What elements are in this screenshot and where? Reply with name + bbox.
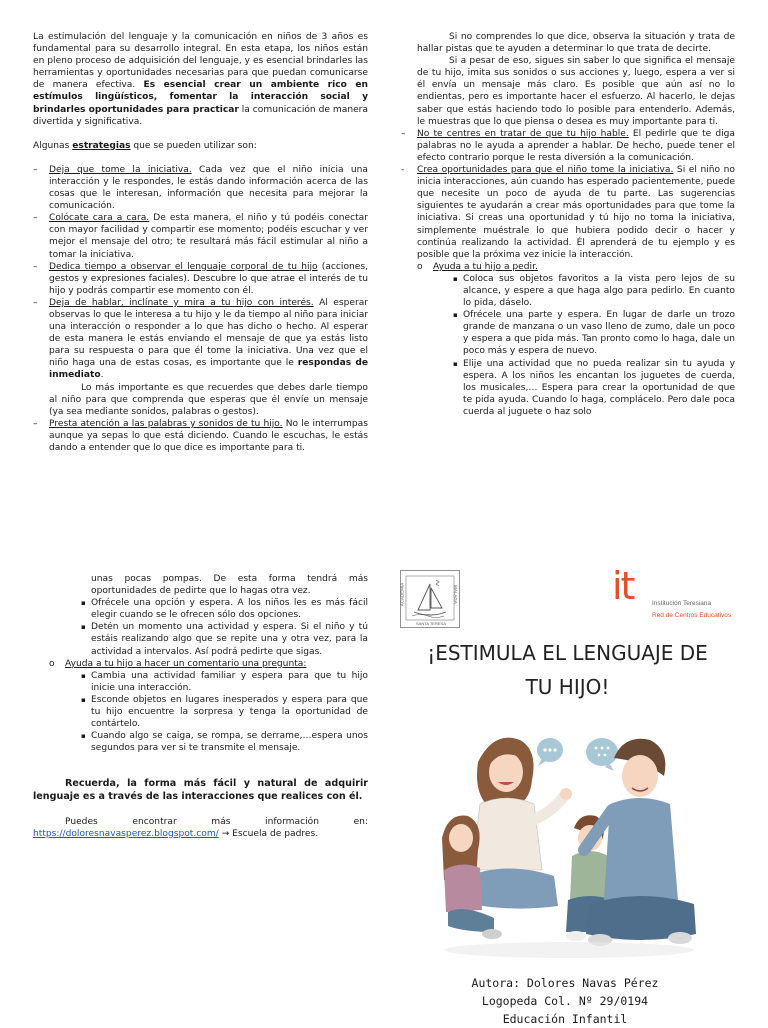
author-block [420, 974, 710, 1028]
sub-strategy-list [33, 670, 368, 755]
education-level: Educación Infantil [502, 1012, 628, 1026]
network-name: Red de Centros Educativos [652, 612, 732, 619]
list-item: ▪ Ofrécele una opción y espera. A los niños les es más fácil elegir cuando se le ofrecen sólo dos opciones. [81, 598, 368, 621]
list-item: ▪ Coloca sus objetos favoritos a la vista pero lejos de su alcance, y espere a que haga algo para pedirlo. En cuanto lo pida, dáselo. [453, 273, 735, 309]
link-line: https://doloresnavasperez.blogspot.com/ → Escuela de padres. [33, 828, 319, 839]
logo-text-right: MÁLAGA [452, 585, 458, 604]
paragraph: Si a pesar de eso, sigues sin saber lo que significa el mensaje de tu hijo, imita sus sonidos o sus acciones y, luego, espera a ver si él envía un mensaje más claro. Es posible que aún así no lo endientas, pero es importante hacer el esfuerzo. Al hacerlo, le dejas saber que estás haciendo todo lo posible para entenderlo. Además, le muestras que lo que piensa o desea es muy importante para ti. [417, 56, 735, 127]
strategy-item: – Colócate cara a cara. De esta manera, el niño y tú podéis conectar con mayor facilidad y compartir ese momento; podéis escuchar y ver mejor el mensaje del otro; te resultará más fácil estimular al niño a tomar la iniciativa. [33, 213, 368, 260]
family-talking-illustration [434, 700, 704, 968]
strategy-item: – Deja de hablar, inclínate y mira a tu hijo con interés. Al esperar observas lo que le interesa a tu hijo y le da tiempo al niño para iniciar una interacción o responder a lo que has dicho o hecho. Al esperar de esta manera le estás enviando el mensaje de que ya estás listo para su respuesta o para que él tome la iniciativa. Una vez que el niño haga una de estas cosas, es importante que le respondas de inmediato. [33, 297, 369, 381]
sub-strategy-list [33, 573, 368, 658]
intro-paragraph: La estimulación del lenguaje y la comunicación en niños de 3 años es fundamental para su desarrollo integral. En esta etapa, los niños están en pleno proceso de adquisición del lenguaje, y es esencial brindarles las herramientas y oportunidades necesarias para que puedan comunicarse de manera efectiva. Es esencial crear un ambiente rico en estímulos lingüísticos, fomentar la interacción social y brindarles oportunidades para practicar la comunicación de manera divertida y significativa. [33, 32, 368, 127]
family-illustration [434, 700, 704, 968]
logo-text-top: ACADEMIA [399, 582, 405, 607]
list-item: ▪ Cuando algo se caiga, se rompa, se derrame,…espera unos segundos para ver si te transmite el mensaje. [81, 731, 368, 754]
list-item: ▪ Detén un momento una actividad y espera. Si el niño y tú estáis realizando algo que se repite una y otra vez, para la actividad a intervalos. Así podrá pedirte que sigas. [81, 622, 368, 657]
column-top-right [401, 31, 736, 418]
strategies-intro: Algunas estrategias que se pueden utilizar son: [33, 140, 257, 151]
author-license: Logopeda Col. Nº 29/0194 [481, 994, 649, 1008]
cover-title [400, 636, 735, 704]
school-logo [400, 570, 460, 628]
strategy-item: – Presta atención a las palabras y sonidos de tu hijo. No le interrumpas aunque ya sepas lo que está diciendo. Cuando le escuchas, le estás dando a entender que lo que dice es importante para ti. [33, 418, 368, 453]
more-info: Puedes encontrar más información en: [65, 816, 368, 827]
title-line: ¡ESTIMULA EL LENGUAJE DE [427, 641, 708, 665]
it-logo-mark: it [612, 564, 634, 608]
list-item: ▪ Esconde objetos en lugares inesperados y espera para que tu hijo encuentre la sorpresa y tenga la oportunidad de contártelo. [81, 694, 368, 730]
important-note: Lo más importante es que recuerdes que debes darle tiempo al niño para que comprenda que esperas que él envíe un mensaje (ya sea mediante sonidos, palabras o gestos). [49, 382, 368, 417]
strategy-list [33, 164, 368, 454]
title-line: TU HIJO! [525, 675, 610, 699]
list-item: ▪ Elije una actividad que no pueda realizar sin tu ayuda y espera. A los niños les encantan los juguetes de cuerda, los musicales,… Espera para crear la oportunidad de que te pida ayuda. Cuando lo haga, complácelo. Pero dale poca cuerda al juguete o haz solo [453, 358, 735, 417]
column-bottom-left [33, 573, 368, 840]
strategy-item: – No te centres en tratar de que tu hijo hable. El pedirle que te diga palabras no le ayuda a aprender a hablar. De hecho, puede tener el efecto contrario porque le resta diversión a la comunicación. [401, 128, 736, 163]
list-item-continued: unas pocas pompas. De esta forma tendrá más oportunidades de pedirte que lo hagas otra vez. [91, 574, 368, 597]
blog-link[interactable]: https://doloresnavasperez.blogspot.com/ [33, 828, 219, 839]
column-top-left [33, 31, 368, 454]
strategy-item: - Crea oportunidades para que el niño tome la iniciativa. Si el niño no inicia interacciones, aún cuando has esperado pacientemente, puede que necesite un poco de ayuda de tu parte. Las sugerencias siguientes te ayudarán a crear más oportunidades para que tome la iniciativa. Si creas una oportunidad y tú hijo no toma la iniciativa, simplemente muéstrale lo que hubiera podido decir o hacer y continúa realizando la actividad. Él aprenderá de tu ejemplo y es posible que la próxima vez inicie la interacción. [401, 165, 735, 260]
sub-strategy: o Ayuda a tu hijo a pedir. [417, 261, 538, 272]
list-item: ▪ Cambia una actividad familiar y espera para que tu hijo inicie una interacción. [81, 670, 368, 693]
sub-strategy: o Ayuda a tu hijo a hacer un comentario una pregunta: [49, 658, 307, 669]
remember-note: Recuerda, la forma más fácil y natural de adquirir lenguaje es a través de las interacciones que realices con él. [33, 778, 368, 802]
logo-text-bottom: SANTA TERESA [416, 621, 446, 626]
strategy-item: – Deja que tome la iniciativa. Cada vez que el niño inicia una interacción y le respondes, le estás dando información acerca de las cosas que le interesan, información que necesita para mejorar la comunicación. [33, 164, 368, 212]
sailboat-emblem-icon [400, 570, 460, 628]
sub-strategy-list [417, 273, 735, 418]
author-name: Autora: Dolores Navas Pérez [471, 976, 659, 990]
list-item: ▪ Ofrécele una parte y espera. En lugar de darle un trozo grande de manzana o un vaso lleno de zumo, dale un poco y espera a que pida más. Tan pronto como lo haga, dale un poco más y espera de nuevo. [453, 310, 735, 357]
institution-name: Institución Teresiana [652, 600, 712, 607]
institution-logo [612, 566, 742, 626]
paragraph: Si no comprendes lo que dice, observa la situación y trata de hallar pistas que te ayuden a determinar lo que trata de decirte. [417, 32, 735, 55]
strategy-item: – Dedica tiempo a observar el lenguaje corporal de tu hijo (acciones, gestos y expresiones faciales). Descubre lo que atrae el interés de tu hijo y podrás compartir ese momento con él. [33, 261, 369, 296]
